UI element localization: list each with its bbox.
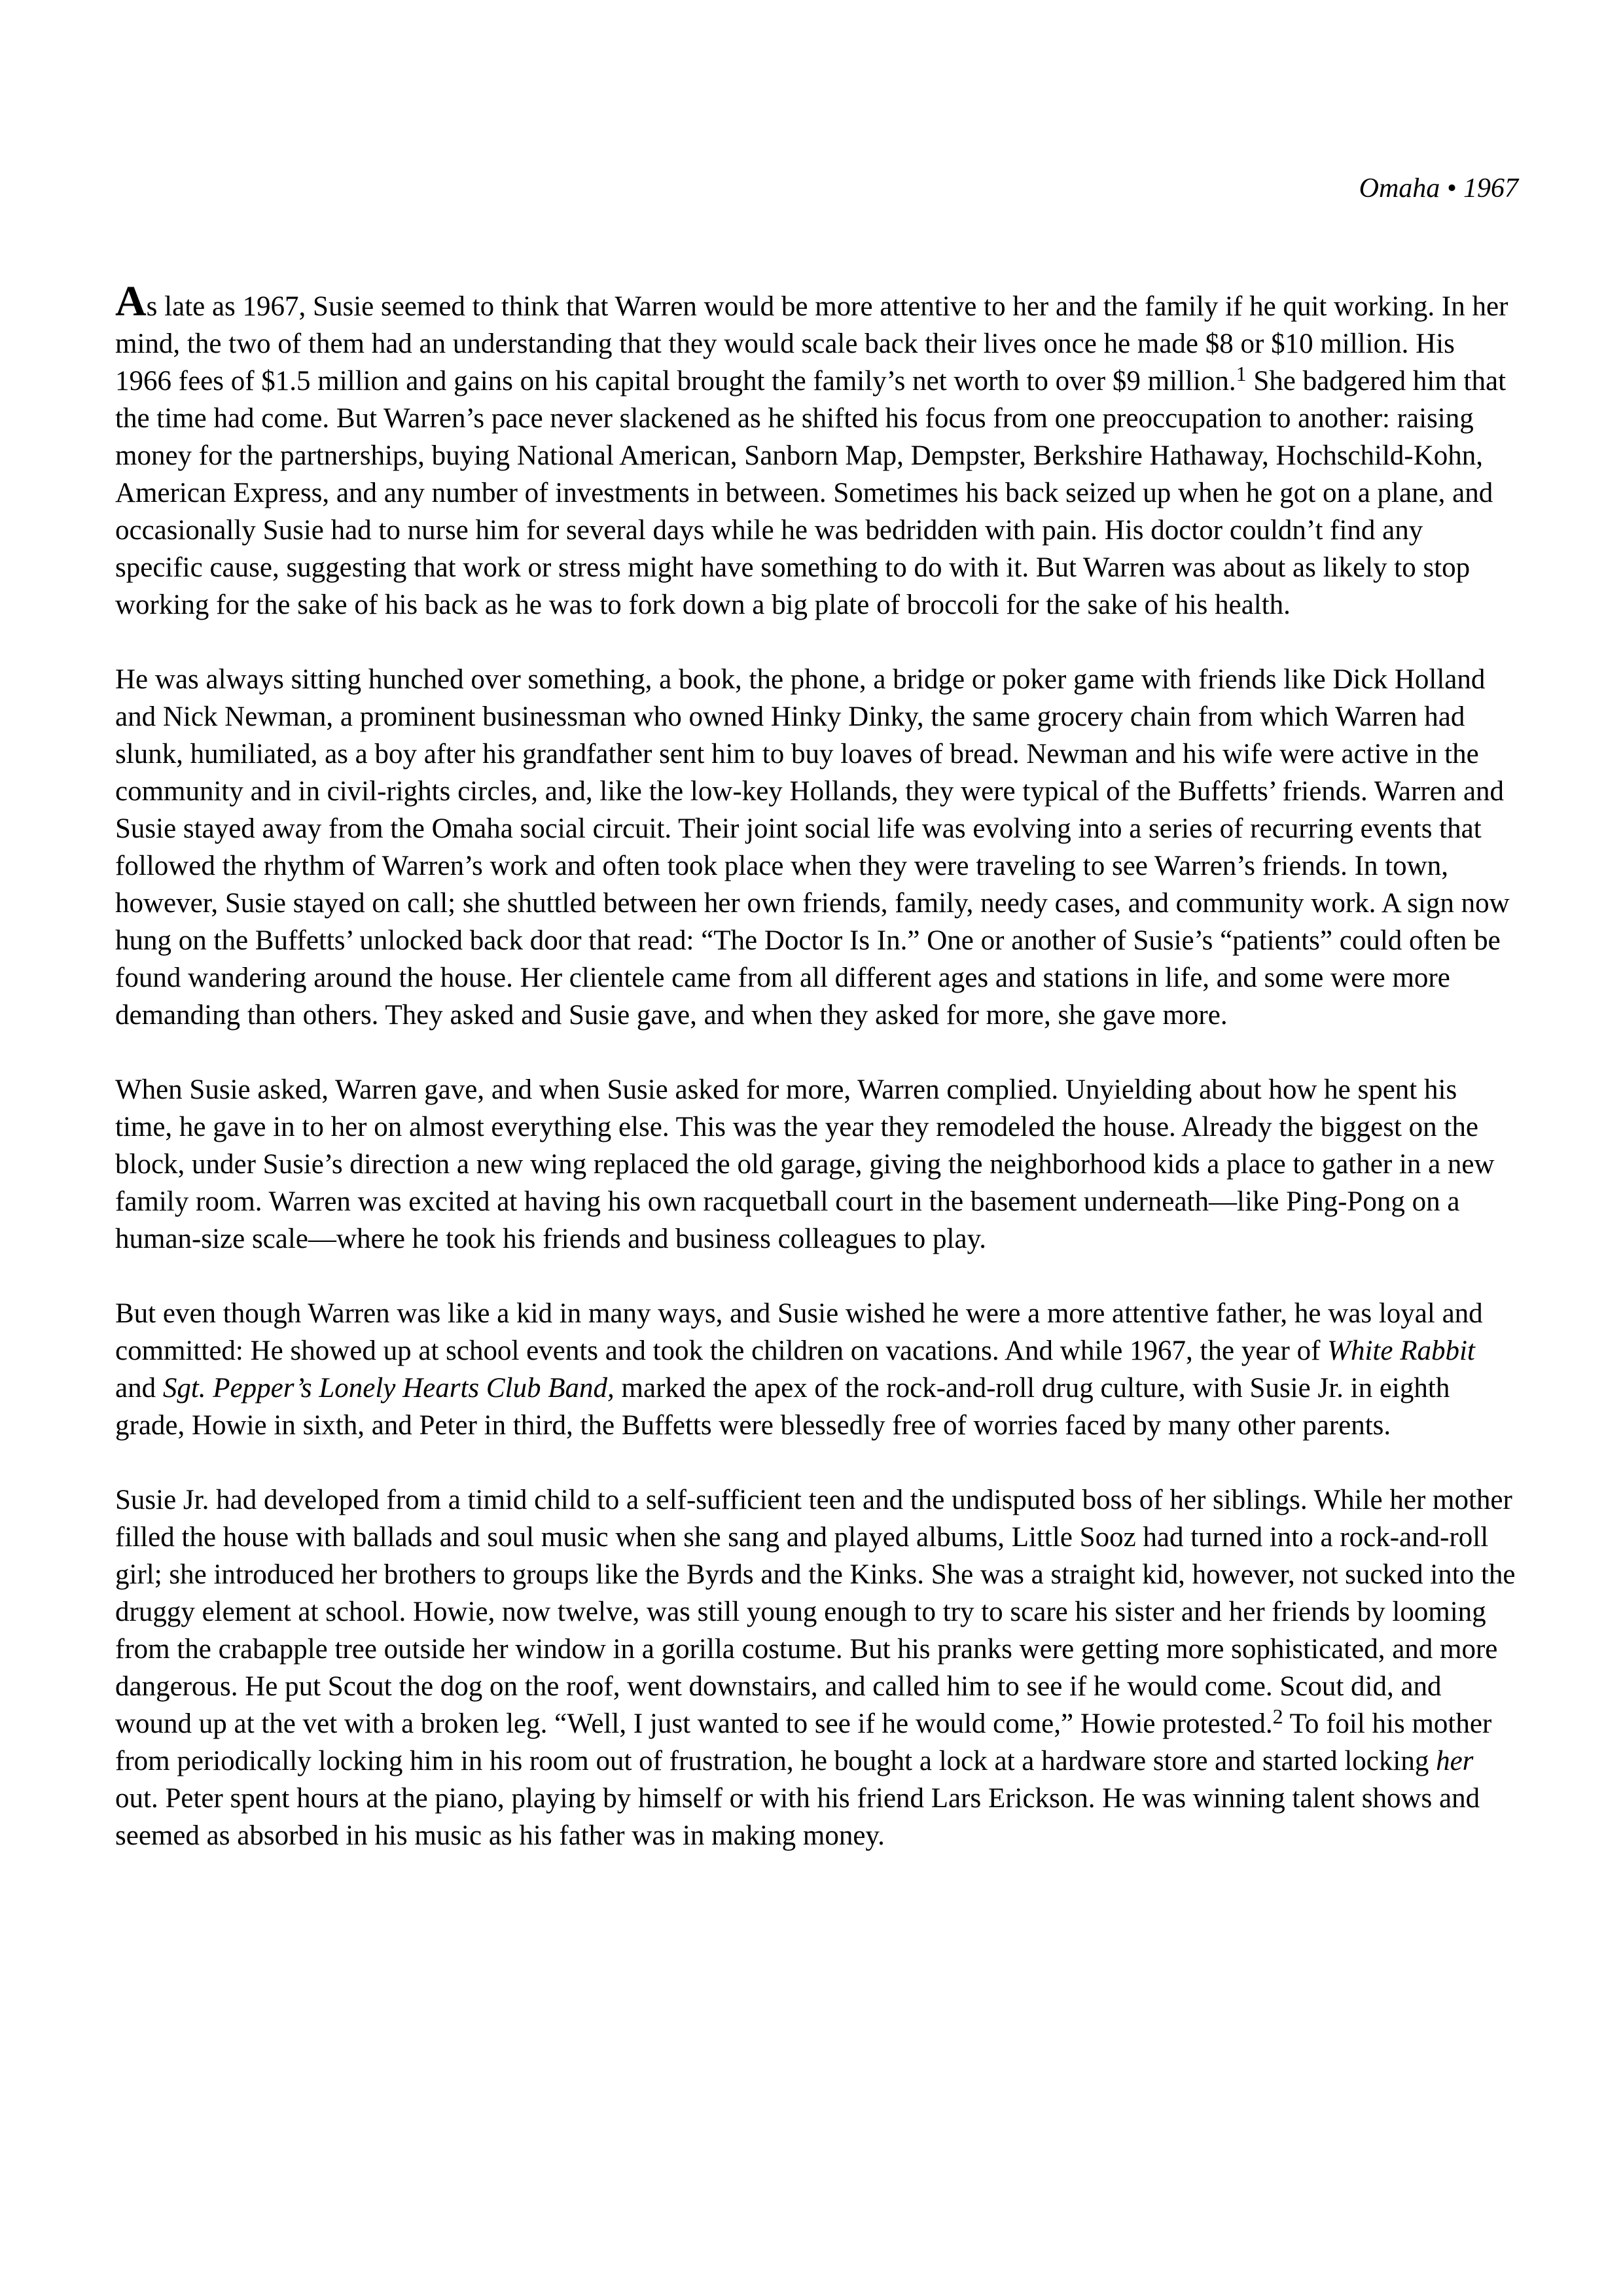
paragraph-4-text-b: and: [115, 1373, 163, 1404]
footnote-marker-2[interactable]: 2: [1272, 1704, 1283, 1728]
running-head: Omaha • 1967: [1359, 173, 1518, 203]
paragraph-1-text-b: She badgered him that the time had come. But Warren’s pace never slackened as he shifted his focus from one preoccupation to another: raising money for the partnerships, buying National American, Sanborn Map, Dempster, Berkshire Hathaway, Hochschild-Kohn, American Express, and any number of investments in between. Sometimes his back seized up when he got on a plane, and occasionally Susie had to nurse him for several days while he was bedridden with pain. His doctor couldn’t find any specific cause, suggesting that work or stress might have something to do with it. But Warren was about as likely to stop working for the sake of his back as he was to fork down a big plate of broccoli for the sake of his health.: [115, 366, 1507, 620]
body-text: [115, 277, 1516, 1892]
paragraph-4-text-c: marked the apex of the rock-and-roll drug culture, with Susie Jr. in eighth grade, Howie in sixth, and Peter in third, the Buffetts were blessedly free of worries faced by many other parents.: [115, 1373, 1450, 1441]
emphasis-her: her: [1436, 1746, 1474, 1776]
paragraph-4: [115, 1295, 1516, 1444]
title-sgt-pepper: Sgt. Pepper’s Lonely Hearts Club Band,: [162, 1373, 615, 1404]
title-white-rabbit: White Rabbit: [1327, 1335, 1475, 1366]
footnote-marker-1[interactable]: 1: [1236, 362, 1247, 385]
paragraph-1-text-a: s late as 1967, Susie seemed to think that Warren would be more attentive to her and the family if he quit working. In her mind, the two of them had an understanding that they would scale back their lives once he made $8 or $10 million. His 1966 fees of $1.5 million and gains on his capital brought the family’s net worth to over $9 million.: [115, 291, 1508, 397]
paragraph-5: [115, 1481, 1516, 1854]
drop-cap: A: [115, 277, 147, 325]
paragraph-5-text-c: out. Peter spent hours at the piano, playing by himself or with his friend Lars Erickson. He was winning talent shows and seemed as absorbed in his music as his father was in making money.: [115, 1783, 1480, 1851]
paragraph-1: [115, 277, 1516, 624]
paragraph-3: When Susie asked, Warren gave, and when Susie asked for more, Warren complied. Unyielding about how he spent his time, he gave in to her on almost everything else. This was the year they remodeled the house. Already the biggest on the block, under Susie’s direction a new wing replaced the old garage, giving the neighborhood kids a place to gather in a new family room. Warren was excited at having his own racquetball court in the basement underneath—like Ping-Pong on a human-size scale—where he took his friends and business colleagues to play.: [115, 1074, 1495, 1254]
paragraph-2: He was always sitting hunched over something, a book, the phone, a bridge or poker game with friends like Dick Holland and Nick Newman, a prominent businessman who owned Hinky Dinky, the same grocery chain from which Warren had slunk, humiliated, as a boy after his grandfather sent him to buy loaves of bread. Newman and his wife were active in the community and in civil-rights circles, and, like the low-key Hollands, they were typical of the Buffetts’ friends. Warren and Susie stayed away from the Omaha social circuit. Their joint social life was evolving into a series of recurring events that followed the rhythm of Warren’s work and often took place when they were traveling to see Warren’s friends. In town, however, Susie stayed on call; she shuttled between her own friends, family, needy cases, and community work. A sign now hung on the Buffetts’ unlocked back door that read: “The Doctor Is In.” One or another of Susie’s “patients” could often be found wandering around the house. Her clientele came from all different ages and stations in life, and some were more demanding than others. They asked and Susie gave, and when they asked for more, she gave more.: [115, 664, 1510, 1031]
paragraph-5-text-a: Susie Jr. had developed from a timid child to a self-sufficient teen and the undisputed boss of her siblings. While her mother filled the house with ballads and soul music when she sang and played albums, Little Sooz had turned into a rock-and-roll girl; she introduced her brothers to groups like the Byrds and the Kinks. She was a straight kid, however, not sucked into the druggy element at school. Howie, now twelve, was still young enough to try to scare his sister and her friends by looming from the crabapple tree outside her window in a gorilla costume. But his pranks were getting more sophisticated, and more dangerous. He put Scout the dog on the roof, went downstairs, and called him to see if he would come. Scout did, and wound up at the vet with a broken leg. “Well, I just wanted to see if he would come,” Howie protested.: [115, 1485, 1516, 1739]
paragraph-4-text-a: But even though Warren was like a kid in many ways, and Susie wished he were a more attentive father, he was loyal and committed: He showed up at school events and took the children on vacations. And while 1967, the year of: [115, 1298, 1483, 1366]
paragraph-5-text-b: To foil his mother from periodically locking him in his room out of frustration, he bought a lock at a hardware store and started locking: [115, 1708, 1492, 1776]
